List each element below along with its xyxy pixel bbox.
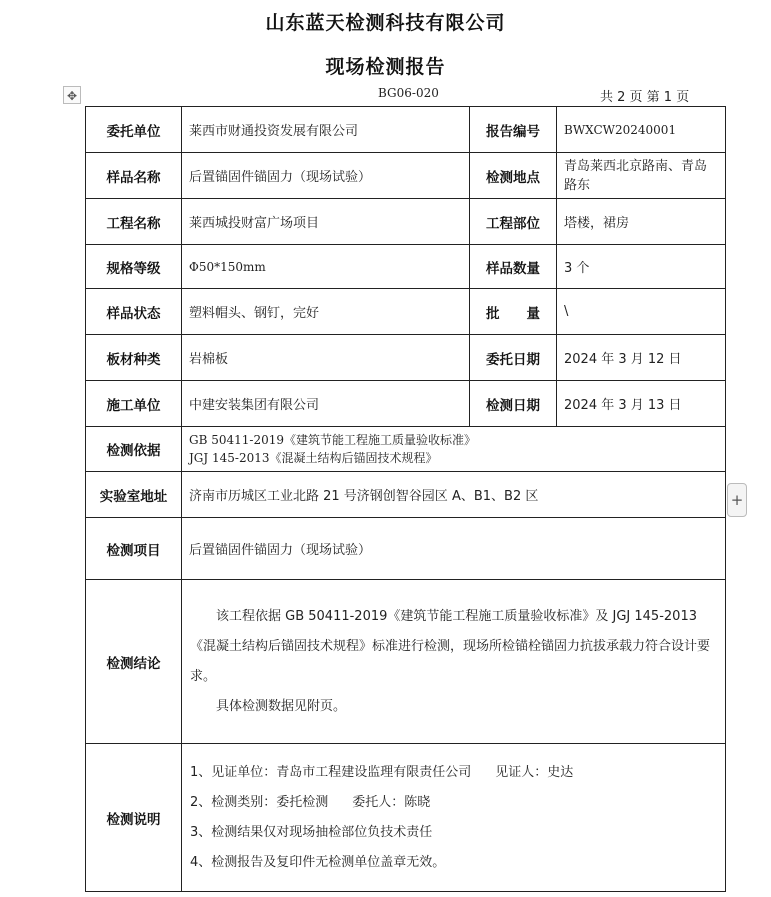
table-row xyxy=(86,381,726,427)
basis-standard-1: GB 50411-2019《建筑节能工程施工质量验收标准》 xyxy=(189,433,476,447)
test-item-label: 检测项目 xyxy=(86,518,182,580)
table-row xyxy=(86,335,726,381)
table-row xyxy=(86,289,726,335)
lab-address-value: 济南市历城区工业北路 21 号济钢创智谷园区 A、B1、B2 区 xyxy=(182,472,726,518)
note-item: 3、检测结果仅对现场抽检部位负技术责任 xyxy=(190,824,433,840)
spec-label: 规格等级 xyxy=(86,245,182,289)
basis-standard-2: JGJ 145-2013《混凝土结构后锚固技术规程》 xyxy=(189,451,438,465)
batch-label: 批 量 xyxy=(470,289,557,335)
state-label: 样品状态 xyxy=(86,289,182,335)
table-row xyxy=(86,580,726,744)
part-value: 塔楼，裙房 xyxy=(557,199,726,245)
client-person: 委托人：陈晓 xyxy=(352,794,431,810)
qty-value: 3 个 xyxy=(557,245,726,289)
conclusion-text: 该工程依据 GB 50411-2019《建筑节能工程施工质量验收标准》及 JGJ 145-2013《混凝土结构后锚固技术规程》标准进行检测，现场所检锚栓锚固力抗拔承载力符合设计要求。 xyxy=(190,608,711,684)
sample-label: 样品名称 xyxy=(86,153,182,199)
entrust-date-label: 委托日期 xyxy=(470,335,557,381)
add-row-button[interactable]: + xyxy=(727,483,747,517)
state-value: 塑料帽头、钢钉，完好 xyxy=(182,289,470,335)
conclusion-note: 具体检测数据见附页。 xyxy=(216,698,347,714)
sample-value: 后置锚固件锚固力（现场试验） xyxy=(182,153,470,199)
notes-label: 检测说明 xyxy=(86,744,182,892)
note-item xyxy=(190,788,717,818)
table-row xyxy=(86,245,726,289)
note-item: 4、检测报告及复印件无检测单位盖章无效。 xyxy=(190,854,446,870)
test-category: 2、检测类别：委托检测 xyxy=(190,794,329,810)
test-date-value: 2024 年 3 月 13 日 xyxy=(557,381,726,427)
page-info: 共 2 页 第 1 页 xyxy=(600,90,690,105)
basis-label: 检测依据 xyxy=(86,427,182,472)
table-row xyxy=(86,472,726,518)
site-label: 检测地点 xyxy=(470,153,557,199)
table-row xyxy=(86,744,726,892)
client-value: 莱西市财通投资发展有限公司 xyxy=(182,107,470,153)
witness-unit: 1、见证单位：青岛市工程建设监理有限责任公司 xyxy=(190,764,472,780)
table-row xyxy=(86,518,726,580)
report-no-label: 报告编号 xyxy=(470,107,557,153)
lab-address-label: 实验室地址 xyxy=(86,472,182,518)
board-label: 板材种类 xyxy=(86,335,182,381)
qty-label: 样品数量 xyxy=(470,245,557,289)
project-label: 工程名称 xyxy=(86,199,182,245)
spec-value: Φ50*150mm xyxy=(182,245,470,289)
builder-label: 施工单位 xyxy=(86,381,182,427)
report-table xyxy=(85,106,726,892)
test-item-value: 后置锚固件锚固力（现场试验） xyxy=(182,518,726,580)
conclusion-label: 检测结论 xyxy=(86,580,182,744)
site-value: 青岛莱西北京路南、青岛路东 xyxy=(557,153,726,199)
report-no-value: BWXCW20240001 xyxy=(557,107,726,153)
client-label: 委托单位 xyxy=(86,107,182,153)
table-row xyxy=(86,153,726,199)
test-date-label: 检测日期 xyxy=(470,381,557,427)
table-row xyxy=(86,107,726,153)
batch-value: \ xyxy=(557,289,726,335)
builder-value: 中建安装集团有限公司 xyxy=(182,381,470,427)
witness-person: 见证人：史达 xyxy=(495,764,574,780)
table-row xyxy=(86,199,726,245)
entrust-date-value: 2024 年 3 月 12 日 xyxy=(557,335,726,381)
company-name: 山东蓝天检测科技有限公司 xyxy=(265,12,506,34)
table-move-handle-icon[interactable]: ✥ xyxy=(63,86,81,104)
table-row xyxy=(86,427,726,472)
report-title: 现场检测报告 xyxy=(325,56,446,78)
form-code: BG06-020 xyxy=(378,86,439,100)
note-item xyxy=(190,758,717,788)
project-value: 莱西城投财富广场项目 xyxy=(182,199,470,245)
part-label: 工程部位 xyxy=(470,199,557,245)
board-value: 岩棉板 xyxy=(182,335,470,381)
